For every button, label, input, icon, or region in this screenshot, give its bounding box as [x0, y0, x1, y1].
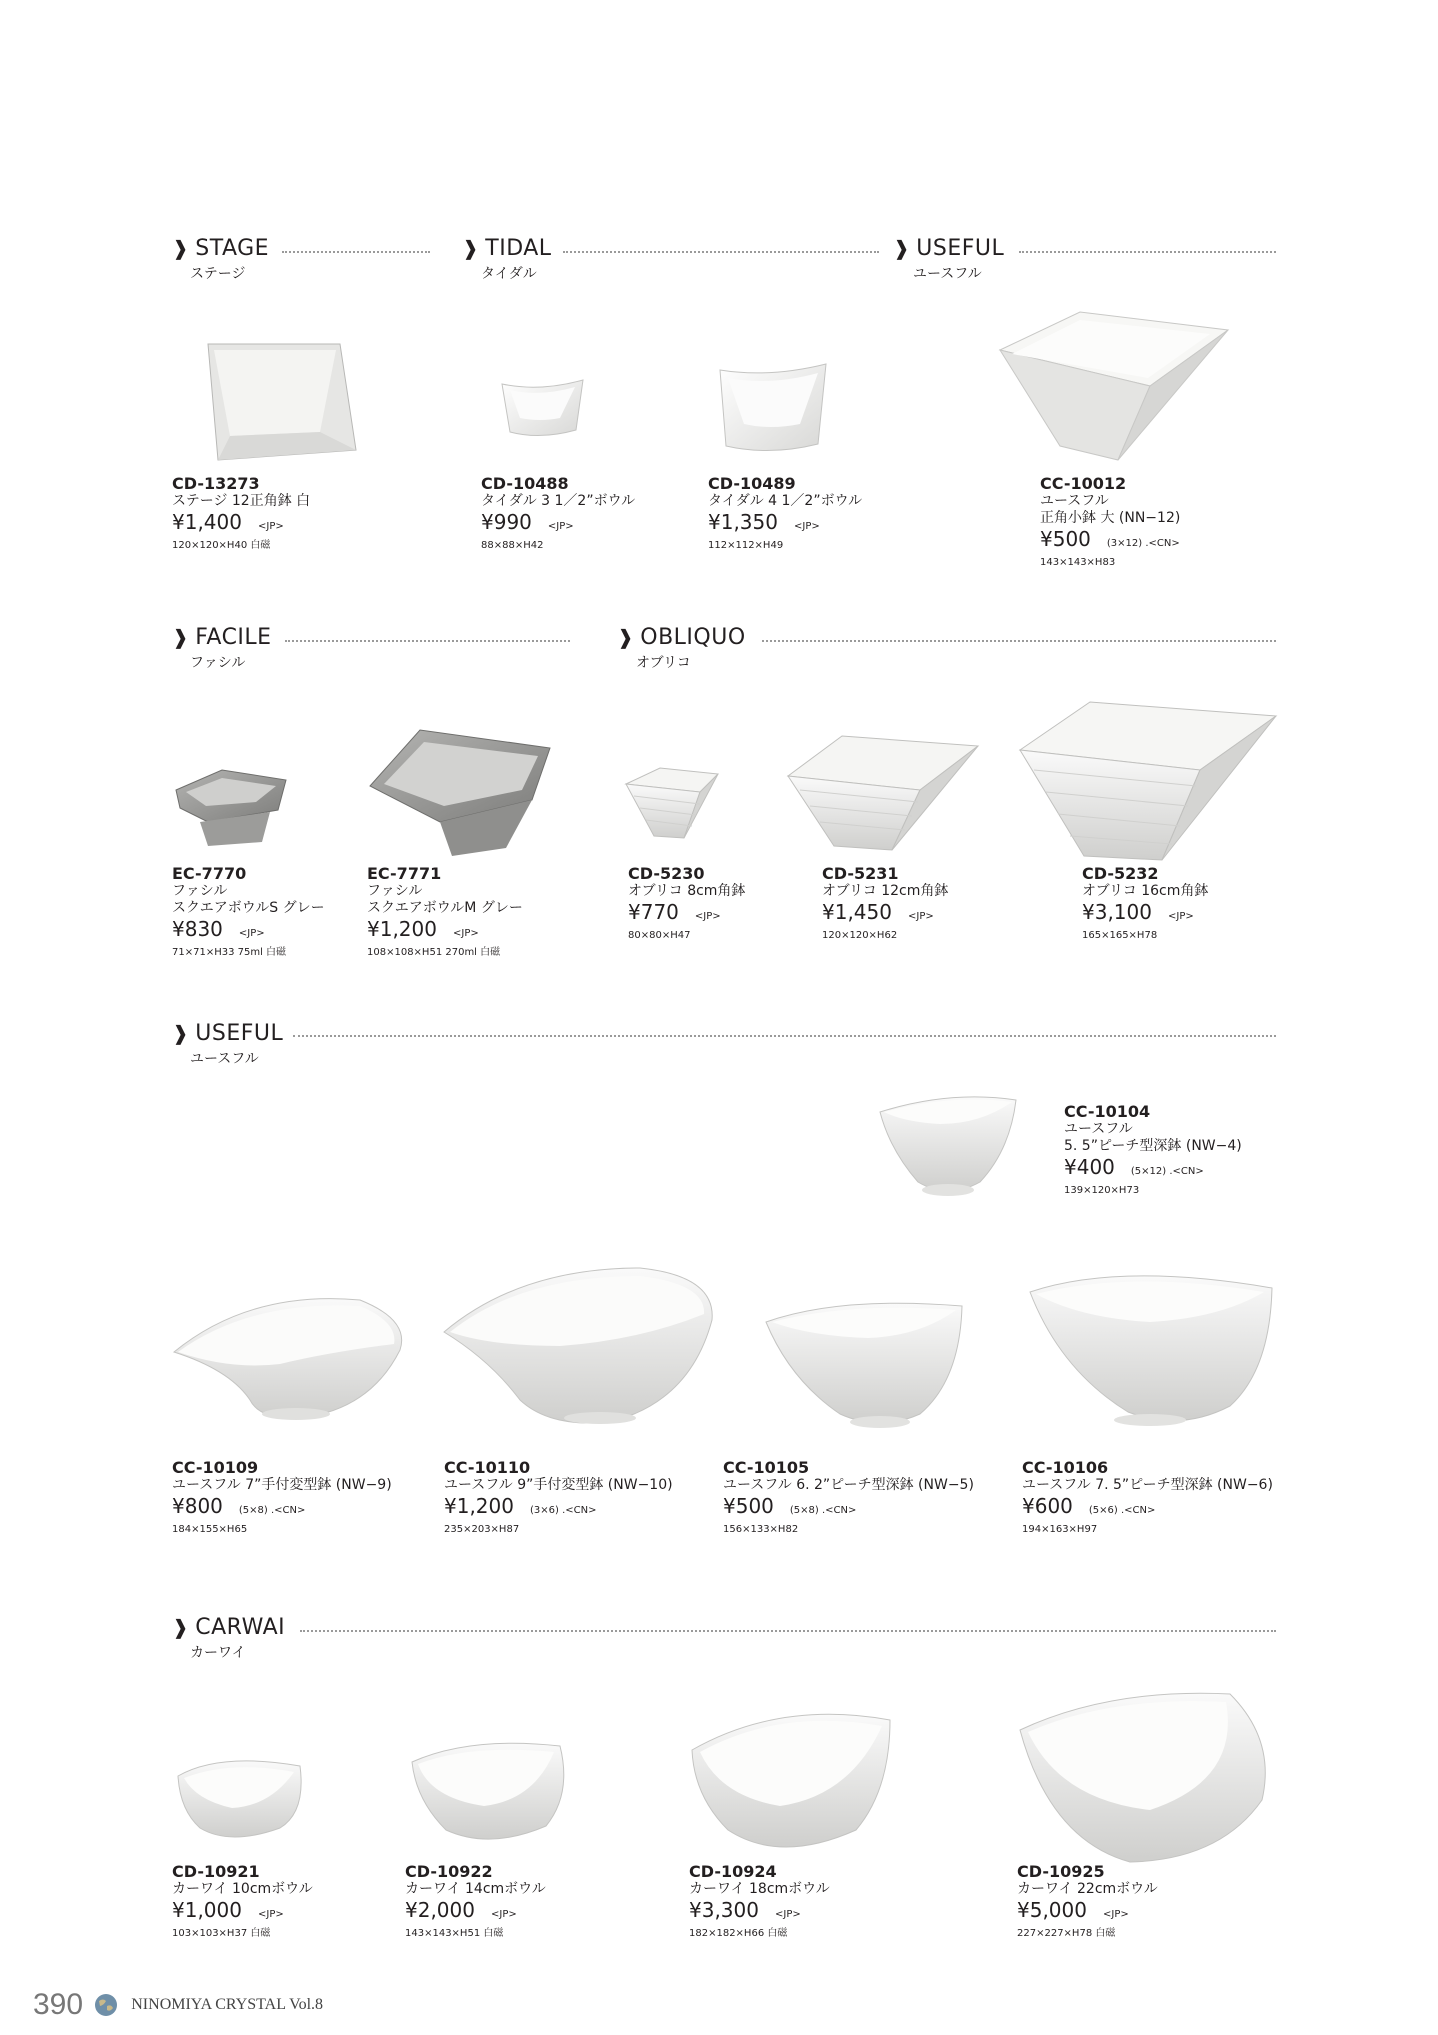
product-code: CD-10488: [481, 474, 569, 493]
bowl-image-ec-7771: [370, 730, 550, 856]
product-price: ¥2,000: [405, 1898, 475, 1922]
bowl-image-cc-10104: [880, 1097, 1016, 1196]
price-line: [822, 900, 948, 929]
section-subtitle-carwai: カーワイ: [190, 1645, 246, 1661]
price-line: [1022, 1494, 1273, 1523]
product-name: ユースフル: [1064, 1121, 1133, 1137]
product-price: ¥400: [1064, 1155, 1115, 1179]
product-spec: 80×80×H47: [628, 930, 691, 941]
bowl-image-cd-10489: [720, 364, 826, 451]
product-price: ¥830: [172, 917, 223, 941]
product-spec: 108×108×H51 270ml 白磁: [367, 947, 501, 958]
product-code: EC-7771: [367, 864, 442, 883]
section-subtitle-tidal: タイダル: [481, 266, 537, 282]
product-code: CD-13273: [172, 474, 260, 493]
product-name: ファシル: [367, 883, 423, 899]
product-cc-10110: [444, 1458, 673, 1537]
product-spec: 120×120×H62: [822, 930, 898, 941]
bowl-image-cc-10106: [1030, 1276, 1272, 1426]
product-name-line2: 5. 5”ピーチ型深鉢 (NW−4): [1064, 1138, 1242, 1154]
page-number: 390: [33, 1988, 84, 2021]
bowl-image-cd-10921: [178, 1761, 301, 1837]
price-line: [405, 1898, 546, 1927]
section-title-useful: ❱ USEFUL: [893, 236, 1005, 261]
product-origin: <JP>: [1102, 1909, 1129, 1920]
bowl-image-cd-10488: [502, 380, 583, 436]
product-name: カーワイ 22cmボウル: [1017, 1881, 1158, 1897]
page-footer: [33, 1988, 323, 2022]
product-origin: <JP>: [547, 521, 574, 532]
product-origin: (5×8) .<CN>: [789, 1505, 857, 1516]
product-ec-7771: [367, 864, 523, 960]
product-name: ユースフル 6. 2”ピーチ型深鉢 (NW−5): [723, 1477, 974, 1493]
bowl-image-cd-10922: [412, 1743, 564, 1839]
product-cc-10105: [723, 1458, 974, 1537]
product-price: ¥800: [172, 1494, 223, 1518]
product-name: オブリコ 12cm角鉢: [822, 883, 949, 899]
product-cd-10488: [481, 474, 635, 553]
product-price: ¥5,000: [1017, 1898, 1087, 1922]
product-spec: 88×88×H42: [481, 540, 544, 551]
product-code: CC-10109: [172, 1458, 259, 1477]
product-name: カーワイ 10cmボウル: [172, 1881, 313, 1897]
product-name-line2: スクエアボウルM グレー: [367, 900, 523, 916]
product-price: ¥3,100: [1082, 900, 1152, 924]
price-line: [628, 900, 745, 929]
price-line: [1040, 527, 1180, 556]
product-name: ユースフル 9”手付変型鉢 (NW−10): [444, 1477, 673, 1493]
product-price: ¥500: [1040, 527, 1091, 551]
product-name: タイダル 3 1／2”ボウル: [481, 493, 636, 509]
product-name: ステージ 12正角鉢 白: [172, 493, 311, 509]
product-spec: 235×203×H87: [444, 1524, 520, 1535]
product-name: カーワイ 14cmボウル: [405, 1881, 546, 1897]
product-spec: 139×120×H73: [1064, 1185, 1140, 1196]
bowl-image-cd-10924: [692, 1714, 890, 1847]
product-code: EC-7770: [172, 864, 247, 883]
product-cd-5230: [628, 864, 745, 943]
product-price: ¥1,400: [172, 510, 242, 534]
product-price: ¥500: [723, 1494, 774, 1518]
product-price: ¥1,350: [708, 510, 778, 534]
price-line: [172, 917, 325, 946]
price-line: [172, 1898, 313, 1927]
product-code: CC-10106: [1022, 1458, 1109, 1477]
product-code: CD-10921: [172, 1862, 260, 1881]
product-spec: 143×143×H51 白磁: [405, 1928, 504, 1939]
bowl-image-cc-10109: [174, 1299, 402, 1420]
price-line: [172, 1494, 392, 1523]
bowl-image-cd-10925: [1020, 1693, 1265, 1862]
product-name: オブリコ 8cm角鉢: [628, 883, 746, 899]
product-price: ¥1,200: [444, 1494, 514, 1518]
section-subtitle-facile: ファシル: [190, 655, 246, 671]
product-price: ¥600: [1022, 1494, 1073, 1518]
product-origin: <JP>: [694, 911, 721, 922]
product-price: ¥990: [481, 510, 532, 534]
product-spec: 156×133×H82: [723, 1524, 799, 1535]
product-name: オブリコ 16cm角鉢: [1082, 883, 1209, 899]
section-title-carwai: ❱ CARWAI: [172, 1615, 286, 1640]
price-line: [1017, 1898, 1158, 1927]
price-line: [689, 1898, 830, 1927]
product-price: ¥1,450: [822, 900, 892, 924]
product-code: CC-10105: [723, 1458, 810, 1477]
product-origin: (5×8) .<CN>: [238, 1505, 306, 1516]
bowl-image-cc-10110: [444, 1268, 712, 1424]
product-name-line2: スクエアボウルS グレー: [172, 900, 325, 916]
product-code: CD-10925: [1017, 1862, 1105, 1881]
product-origin: <JP>: [257, 521, 284, 532]
product-cd-10921: [172, 1862, 313, 1941]
price-line: [1082, 900, 1208, 929]
product-name: タイダル 4 1／2”ボウル: [708, 493, 863, 509]
product-cd-10925: [1017, 1862, 1158, 1941]
bowl-image-cd-5231: [788, 736, 978, 850]
price-line: [172, 510, 310, 539]
product-code: CD-5231: [822, 864, 899, 883]
product-spec: 103×103×H37 白磁: [172, 1928, 271, 1939]
product-cc-10106: [1022, 1458, 1273, 1537]
product-price: ¥3,300: [689, 1898, 759, 1922]
product-origin: <JP>: [774, 1909, 801, 1920]
product-code: CD-10489: [708, 474, 796, 493]
product-price: ¥1,200: [367, 917, 437, 941]
section-title-tidal: ❱ TIDAL: [462, 236, 552, 261]
price-line: [708, 510, 862, 539]
product-spec: 71×71×H33 75ml 白磁: [172, 947, 287, 958]
bowl-image-cd-5230: [626, 768, 718, 838]
product-cd-10489: [708, 474, 862, 553]
product-name-line2: 正角小鉢 大 (NN−12): [1040, 510, 1181, 526]
product-spec: 112×112×H49: [708, 540, 784, 551]
product-price: ¥770: [628, 900, 679, 924]
product-origin: <JP>: [490, 1909, 517, 1920]
section-title-useful-2: ❱ USEFUL: [172, 1021, 284, 1046]
bowl-image-ec-7770: [176, 770, 286, 846]
product-spec: 194×163×H97: [1022, 1524, 1098, 1535]
product-name: カーワイ 18cmボウル: [689, 1881, 830, 1897]
product-price: ¥1,000: [172, 1898, 242, 1922]
catalog-name: NINOMIYA CRYSTAL Vol.8: [131, 1996, 324, 2013]
price-line: [444, 1494, 673, 1523]
product-origin: <JP>: [452, 928, 479, 939]
product-name: ユースフル 7. 5”ピーチ型深鉢 (NW−6): [1022, 1477, 1273, 1493]
section-subtitle-obliquo: オブリコ: [636, 655, 691, 671]
product-code: CD-10924: [689, 1862, 777, 1881]
product-name: ファシル: [172, 883, 228, 899]
section-subtitle-stage: ステージ: [190, 266, 246, 282]
product-spec: 165×165×H78: [1082, 930, 1158, 941]
product-origin: <JP>: [257, 1909, 284, 1920]
product-cd-10922: [405, 1862, 546, 1941]
product-name: ユースフル 7”手付変型鉢 (NW−9): [172, 1477, 392, 1493]
product-code: CD-10922: [405, 1862, 493, 1881]
product-origin: <JP>: [1167, 911, 1194, 922]
product-spec: 143×143×H83: [1040, 557, 1116, 568]
product-cd-5232: [1082, 864, 1208, 943]
product-name: ユースフル: [1040, 493, 1109, 509]
section-title-facile: ❱ FACILE: [172, 625, 272, 650]
section-title-stage: ❱ STAGE: [172, 236, 270, 261]
bowl-image-cd-13273: [208, 344, 356, 460]
product-origin: (5×12) .<CN>: [1130, 1166, 1204, 1177]
product-origin: (5×6) .<CN>: [1088, 1505, 1156, 1516]
bowl-image-cd-5232: [1020, 702, 1276, 860]
product-cc-10109: [172, 1458, 392, 1537]
product-cc-10012: [1040, 474, 1180, 570]
product-origin: <JP>: [793, 521, 820, 532]
price-line: [723, 1494, 974, 1523]
product-code: CD-5230: [628, 864, 705, 883]
product-spec: 227×227×H78 白磁: [1017, 1928, 1116, 1939]
product-cd-5231: [822, 864, 948, 943]
product-origin: <JP>: [238, 928, 265, 939]
section-subtitle-useful-2: ユースフル: [190, 1051, 259, 1067]
section-subtitle-useful: ユースフル: [913, 266, 982, 282]
price-line: [481, 510, 635, 539]
bowl-image-cc-10105: [766, 1303, 962, 1428]
bowl-image-cc-10012: [1000, 312, 1228, 460]
section-title-obliquo: ❱ OBLIQUO: [617, 625, 746, 650]
price-line: [1064, 1155, 1242, 1184]
product-code: CC-10012: [1040, 474, 1127, 493]
product-ec-7770: [172, 864, 325, 960]
product-cd-10924: [689, 1862, 830, 1941]
product-origin: (3×12) .<CN>: [1106, 538, 1180, 549]
product-cd-13273: [172, 474, 310, 553]
product-code: CC-10104: [1064, 1102, 1151, 1121]
product-code: CD-5232: [1082, 864, 1159, 883]
globe-icon: [94, 1993, 118, 2017]
product-origin: <JP>: [907, 911, 934, 922]
product-origin: (3×6) .<CN>: [529, 1505, 597, 1516]
product-spec: 184×155×H65: [172, 1524, 248, 1535]
product-code: CC-10110: [444, 1458, 531, 1477]
product-spec: 120×120×H40 白磁: [172, 540, 271, 551]
product-spec: 182×182×H66 白磁: [689, 1928, 788, 1939]
product-cc-10104: [1064, 1102, 1242, 1198]
price-line: [367, 917, 523, 946]
